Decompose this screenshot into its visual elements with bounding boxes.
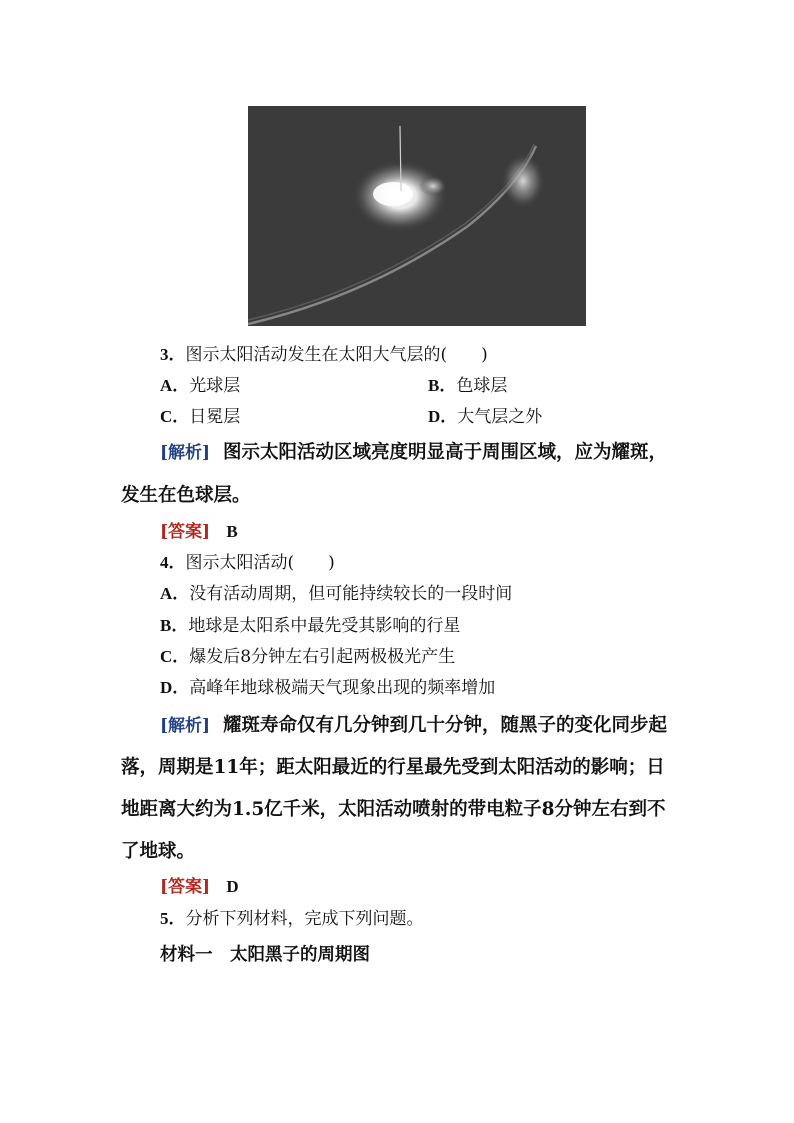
q4-option-b [160,614,460,638]
option-letter: B． [428,376,457,395]
option-text: 大气层之外 [457,407,543,427]
answer-tag: [答案] [160,877,211,897]
option-letter: B． [160,616,189,635]
option-letter: C． [160,407,190,426]
q3-option-b [428,374,507,398]
option-letter: A． [160,376,190,395]
analysis-text: 耀斑寿命仅有几分钟到几十分钟，随黑子的变化同步起 [222,715,667,736]
q3-analysis-cont [121,484,251,508]
q4-option-c [160,645,455,669]
analysis-text: 地距离大约为1.5亿千米，太阳活动喷射的带电粒子8分钟左右到不 [121,799,666,820]
q4-option-d [160,676,495,700]
option-letter: D． [160,678,190,697]
q3-answer [160,520,238,544]
q4-analysis-cont-2 [121,798,666,822]
analysis-text: 图示太阳活动区域亮度明显高于周围区域，应为耀斑， [222,442,667,463]
option-letter: A． [160,584,190,603]
q3-stem-text: 图示太阳活动发生在太阳大气层的( ) [185,345,488,365]
analysis-tag: [解析] [160,443,211,463]
answer-value: B [226,522,238,541]
q5-stem-text: 分析下列材料，完成下列问题。 [185,909,424,929]
analysis-tag: [解析] [160,716,211,736]
q3-analysis [160,441,667,465]
analysis-text: 了地球。 [121,841,196,862]
option-text: 没有活动周期，但可能持续较长的一段时间 [189,584,513,604]
q4-number: 4． [160,553,186,572]
q3-number: 3． [160,345,186,364]
q5-number: 5． [160,909,186,928]
material-title-text: 材料一 太阳黑子的周期图 [160,945,370,965]
q4-answer [160,875,239,899]
analysis-text: 落，周期是11年；距太阳最近的行星最先受到太阳活动的影响；日 [121,757,665,778]
option-letter: D． [428,407,458,426]
option-text: 色球层 [456,376,508,396]
q4-analysis [160,714,667,738]
option-letter: C． [160,647,190,666]
option-text: 爆发后8分钟左右引起两极极光产生 [189,647,456,667]
q4-analysis-cont-3 [121,840,195,864]
answer-tag: [答案] [160,522,211,542]
q5-stem [160,907,424,931]
option-text: 高峰年地球极端天气现象出现的频率增加 [189,678,496,698]
option-text: 日冕层 [189,407,241,427]
q3-stem [160,343,488,367]
q4-analysis-cont-1 [121,756,665,780]
analysis-text: 发生在色球层。 [121,485,251,506]
q4-stem-text: 图示太阳活动( ) [185,553,335,573]
option-text: 地球是太阳系中最先受其影响的行星 [188,616,461,636]
q4-option-a [160,582,512,606]
q4-stem [160,551,335,575]
solar-flare-photo [248,106,586,326]
q3-option-c [160,405,240,429]
q5-material-title [160,943,370,967]
solar-flare-image [248,106,586,326]
q3-option-d [428,405,542,429]
q3-option-a [160,374,240,398]
answer-value: D [226,877,239,896]
option-text: 光球层 [189,376,241,396]
